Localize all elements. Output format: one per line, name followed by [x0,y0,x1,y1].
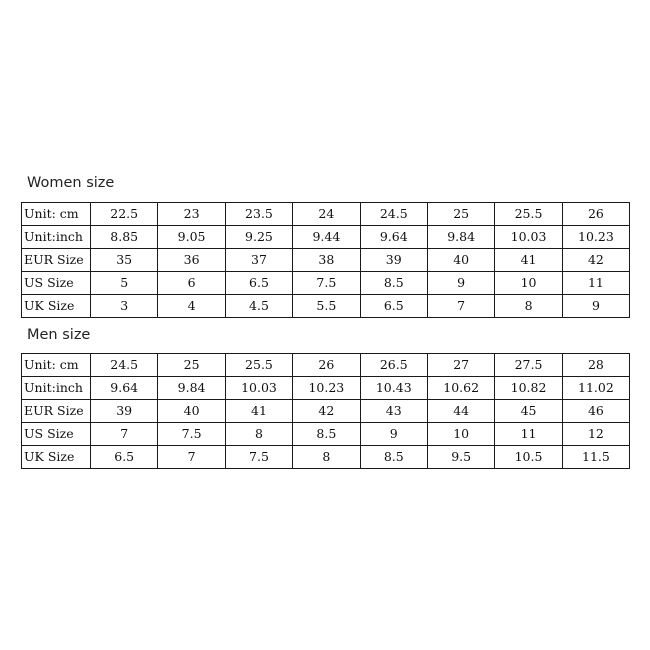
table-cell: 22.5 [91,203,158,226]
table-cell: 27.5 [495,354,562,377]
table-cell: 44 [427,400,494,423]
table-cell: 6.5 [360,295,427,318]
table-cell: 24.5 [91,354,158,377]
table-cell: 6 [158,272,225,295]
table-cell: 8.5 [293,423,360,446]
table-cell: 9 [562,295,629,318]
table-cell: 25 [427,203,494,226]
table-cell: 7 [91,423,158,446]
row-label: UK Size [22,295,91,318]
table-cell: 39 [91,400,158,423]
table-row [22,446,630,469]
men-size-table [21,353,630,469]
table-cell: 28 [562,354,629,377]
table-cell: 38 [293,249,360,272]
table-cell: 23 [158,203,225,226]
table-cell: 25.5 [495,203,562,226]
table-cell: 43 [360,400,427,423]
table-cell: 9 [360,423,427,446]
table-cell: 9 [427,272,494,295]
table-cell: 10 [495,272,562,295]
table-cell: 5.5 [293,295,360,318]
table-cell: 9.5 [427,446,494,469]
table-cell: 42 [562,249,629,272]
table-cell: 6.5 [91,446,158,469]
table-row [22,203,630,226]
table-cell: 46 [562,400,629,423]
table-cell: 35 [91,249,158,272]
table-cell: 10 [427,423,494,446]
table-cell: 39 [360,249,427,272]
women-size-table [21,202,630,318]
row-label: US Size [22,272,91,295]
row-label: Unit:inch [22,226,91,249]
table-cell: 36 [158,249,225,272]
table-cell: 7.5 [158,423,225,446]
table-cell: 9.84 [427,226,494,249]
table-cell: 10.03 [225,377,292,400]
row-label: UK Size [22,446,91,469]
table-cell: 9.64 [91,377,158,400]
row-label: US Size [22,423,91,446]
row-label: EUR Size [22,400,91,423]
table-cell: 6.5 [225,272,292,295]
table-row [22,249,630,272]
table-cell: 7 [158,446,225,469]
table-cell: 25.5 [225,354,292,377]
table-cell: 26.5 [360,354,427,377]
table-cell: 23.5 [225,203,292,226]
table-cell: 9.44 [293,226,360,249]
table-cell: 4.5 [225,295,292,318]
table-cell: 11 [495,423,562,446]
table-cell: 10.62 [427,377,494,400]
row-label: Unit: cm [22,354,91,377]
table-cell: 7 [427,295,494,318]
table-cell: 8.85 [91,226,158,249]
table-cell: 45 [495,400,562,423]
table-cell: 10.23 [562,226,629,249]
table-cell: 9.84 [158,377,225,400]
table-cell: 8.5 [360,272,427,295]
table-cell: 9.64 [360,226,427,249]
table-cell: 25 [158,354,225,377]
table-cell: 7.5 [293,272,360,295]
table-cell: 7.5 [225,446,292,469]
table-row [22,400,630,423]
table-cell: 9.25 [225,226,292,249]
table-cell: 8 [495,295,562,318]
table-cell: 12 [562,423,629,446]
table-row [22,423,630,446]
table-cell: 10.82 [495,377,562,400]
table-cell: 8.5 [360,446,427,469]
table-cell: 41 [495,249,562,272]
table-cell: 4 [158,295,225,318]
table-row [22,272,630,295]
table-cell: 41 [225,400,292,423]
row-label: Unit:inch [22,377,91,400]
table-cell: 8 [293,446,360,469]
table-cell: 26 [562,203,629,226]
row-label: EUR Size [22,249,91,272]
table-cell: 3 [91,295,158,318]
table-cell: 10.43 [360,377,427,400]
table-cell: 11 [562,272,629,295]
table-cell: 11.02 [562,377,629,400]
table-cell: 26 [293,354,360,377]
table-cell: 11.5 [562,446,629,469]
table-cell: 9.05 [158,226,225,249]
women-size-title: Women size [27,175,115,191]
table-row [22,226,630,249]
table-row [22,295,630,318]
table-cell: 8 [225,423,292,446]
table-cell: 37 [225,249,292,272]
row-label: Unit: cm [22,203,91,226]
table-cell: 27 [427,354,494,377]
table-row [22,377,630,400]
table-cell: 40 [427,249,494,272]
table-row [22,354,630,377]
table-cell: 10.5 [495,446,562,469]
table-cell: 10.23 [293,377,360,400]
table-cell: 24.5 [360,203,427,226]
table-cell: 10.03 [495,226,562,249]
men-size-title: Men size [27,327,91,343]
table-cell: 42 [293,400,360,423]
table-cell: 24 [293,203,360,226]
table-cell: 40 [158,400,225,423]
table-cell: 5 [91,272,158,295]
